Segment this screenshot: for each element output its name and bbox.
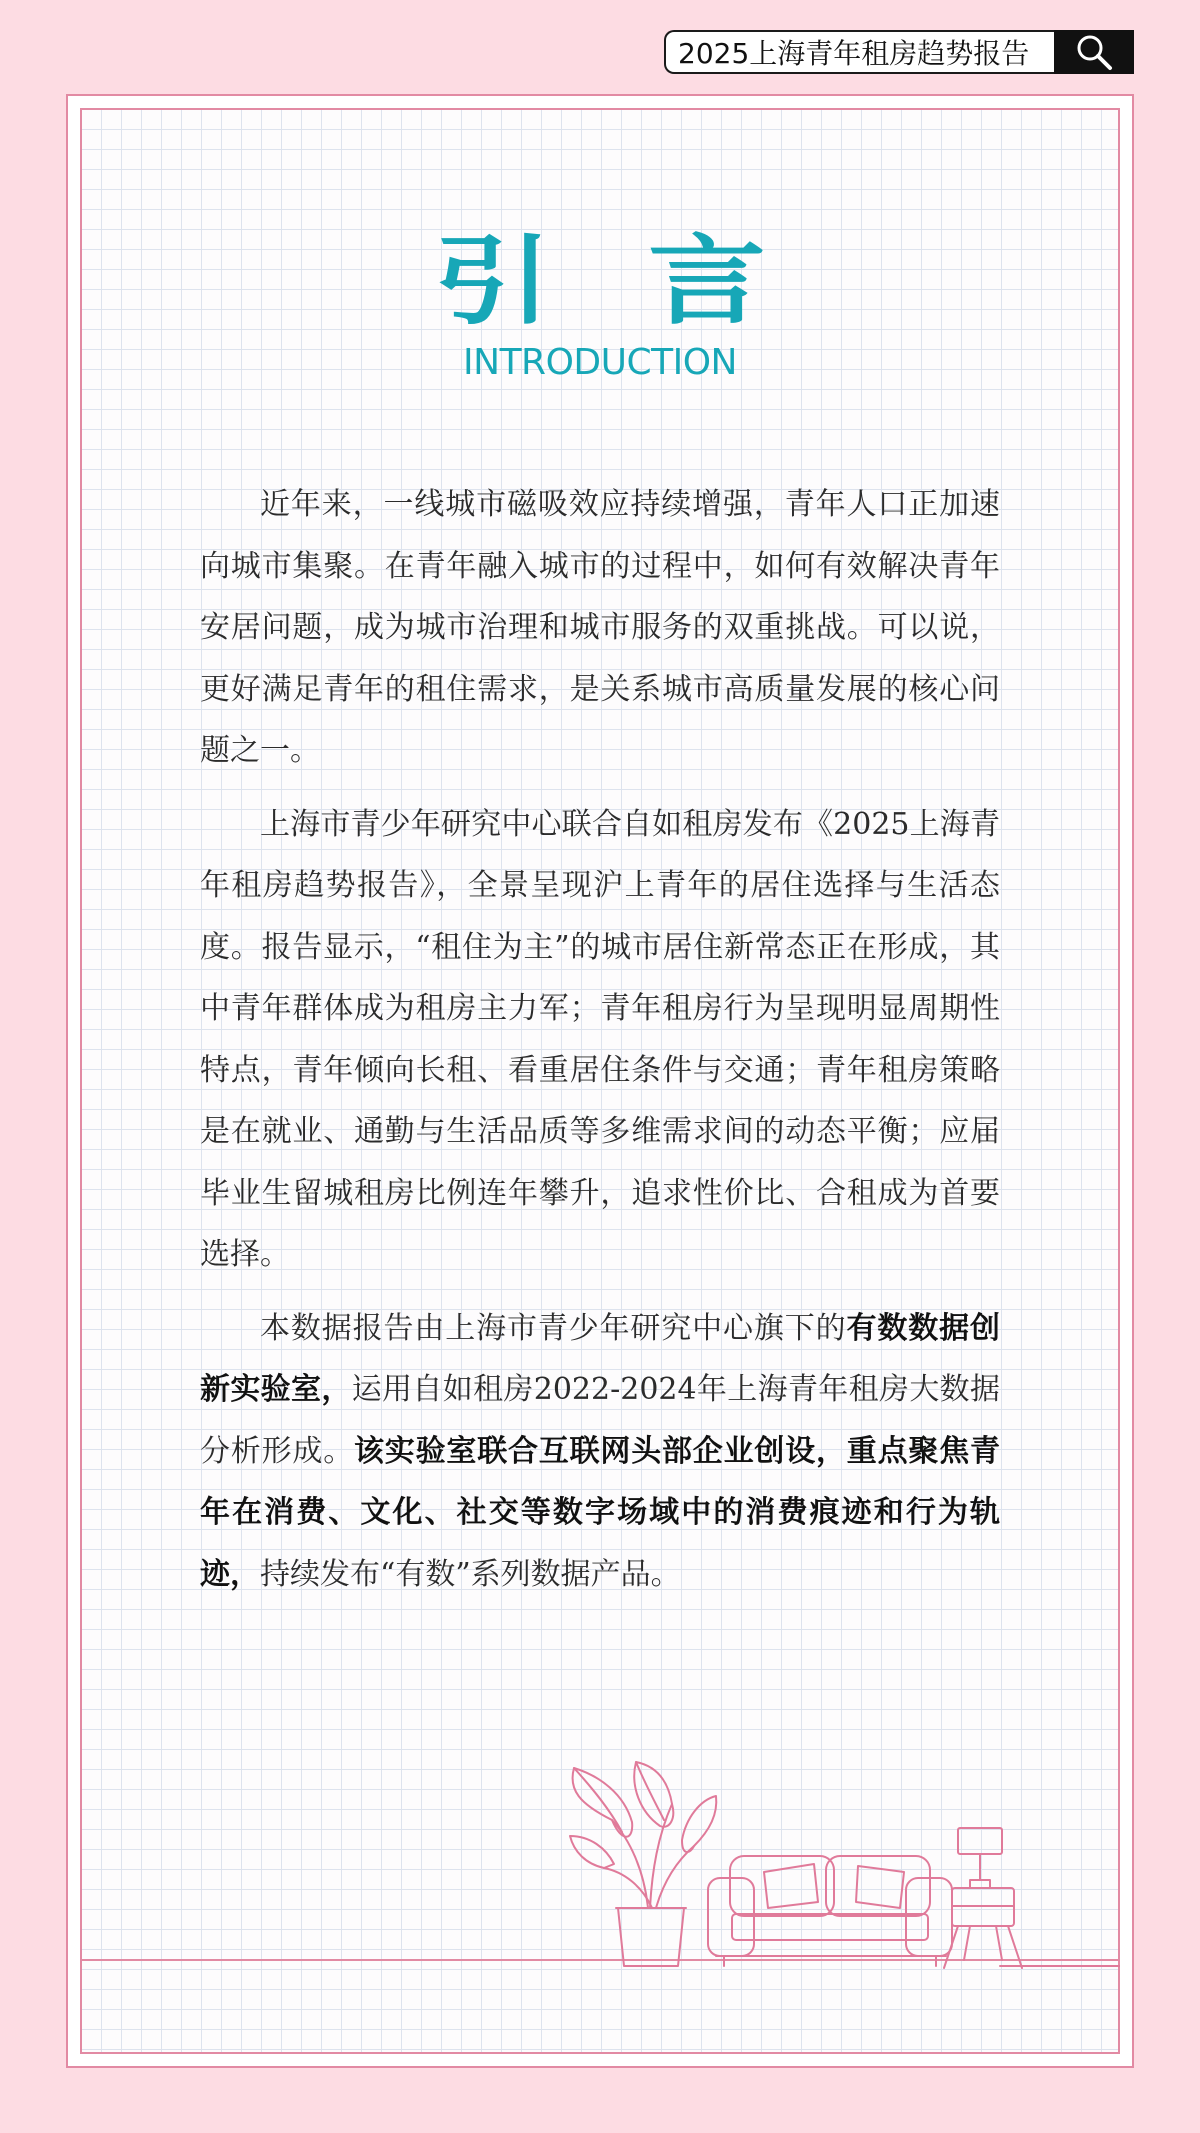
search-button[interactable] [1054, 30, 1134, 74]
paragraph-3 [200, 1298, 1000, 1606]
p3-part-3: 运用自如租房2022-2024年上海青年租房大数据分析形成。 [200, 1372, 1001, 1469]
sofa-icon [708, 1856, 952, 1966]
search-text: 2025上海青年租房趋势报告 [664, 30, 1054, 74]
living-room-illustration [560, 1760, 1120, 1970]
side-table-icon [944, 1888, 1022, 1968]
paragraph-2: 上海市青少年研究中心联合自如租房发布《2025上海青年租房趋势报告》，全景呈现沪上青年的居住选择与生活态度。报告显示，“租住为主”的城市居住新常态正在形成，其中青年群体成为租房主力军；青年租房行为呈现明显周期性特点，青年倾向长租、看重居住条件与交通；青年租房策略是在就业、通勤与生活品质等多维需求间的动态平衡；应届毕业生留城租房比例连年攀升，追求性价比、合租成为首要选择。 [200, 806, 1000, 1272]
page-title [0, 222, 1200, 340]
p3-part-2-bold: 有数数据创新实验室， [200, 1310, 1001, 1407]
paragraph-1: 近年来，一线城市磁吸效应持续增强，青年人口正加速向城市集聚。在青年融入城市的过程中，如何有效解决青年安居问题，成为城市治理和城市服务的双重挑战。可以说，更好满足青年的租住需求，是关系城市高质量发展的核心问题之一。 [200, 487, 1000, 768]
report-title-search-bar[interactable] [664, 30, 1134, 74]
title-char-1: 引 [433, 224, 552, 338]
page-subtitle: INTRODUCTION [463, 342, 737, 383]
magnifier-icon [1074, 32, 1114, 72]
intro-body [200, 474, 1000, 1617]
plant-icon [570, 1762, 716, 1966]
p3-part-1: 本数据报告由上海市青少年研究中心旗下的 [260, 1310, 847, 1346]
p3-part-5: 持续发布“有数”系列数据产品。 [260, 1556, 681, 1592]
p3-part-4-bold: 该实验室联合互联网头部企业创设，重点聚焦青年在消费、文化、社交等数字场域中的消费痕迹和行为轨迹， [200, 1433, 1000, 1592]
lamp-icon [958, 1828, 1002, 1888]
title-char-2: 言 [648, 224, 767, 338]
